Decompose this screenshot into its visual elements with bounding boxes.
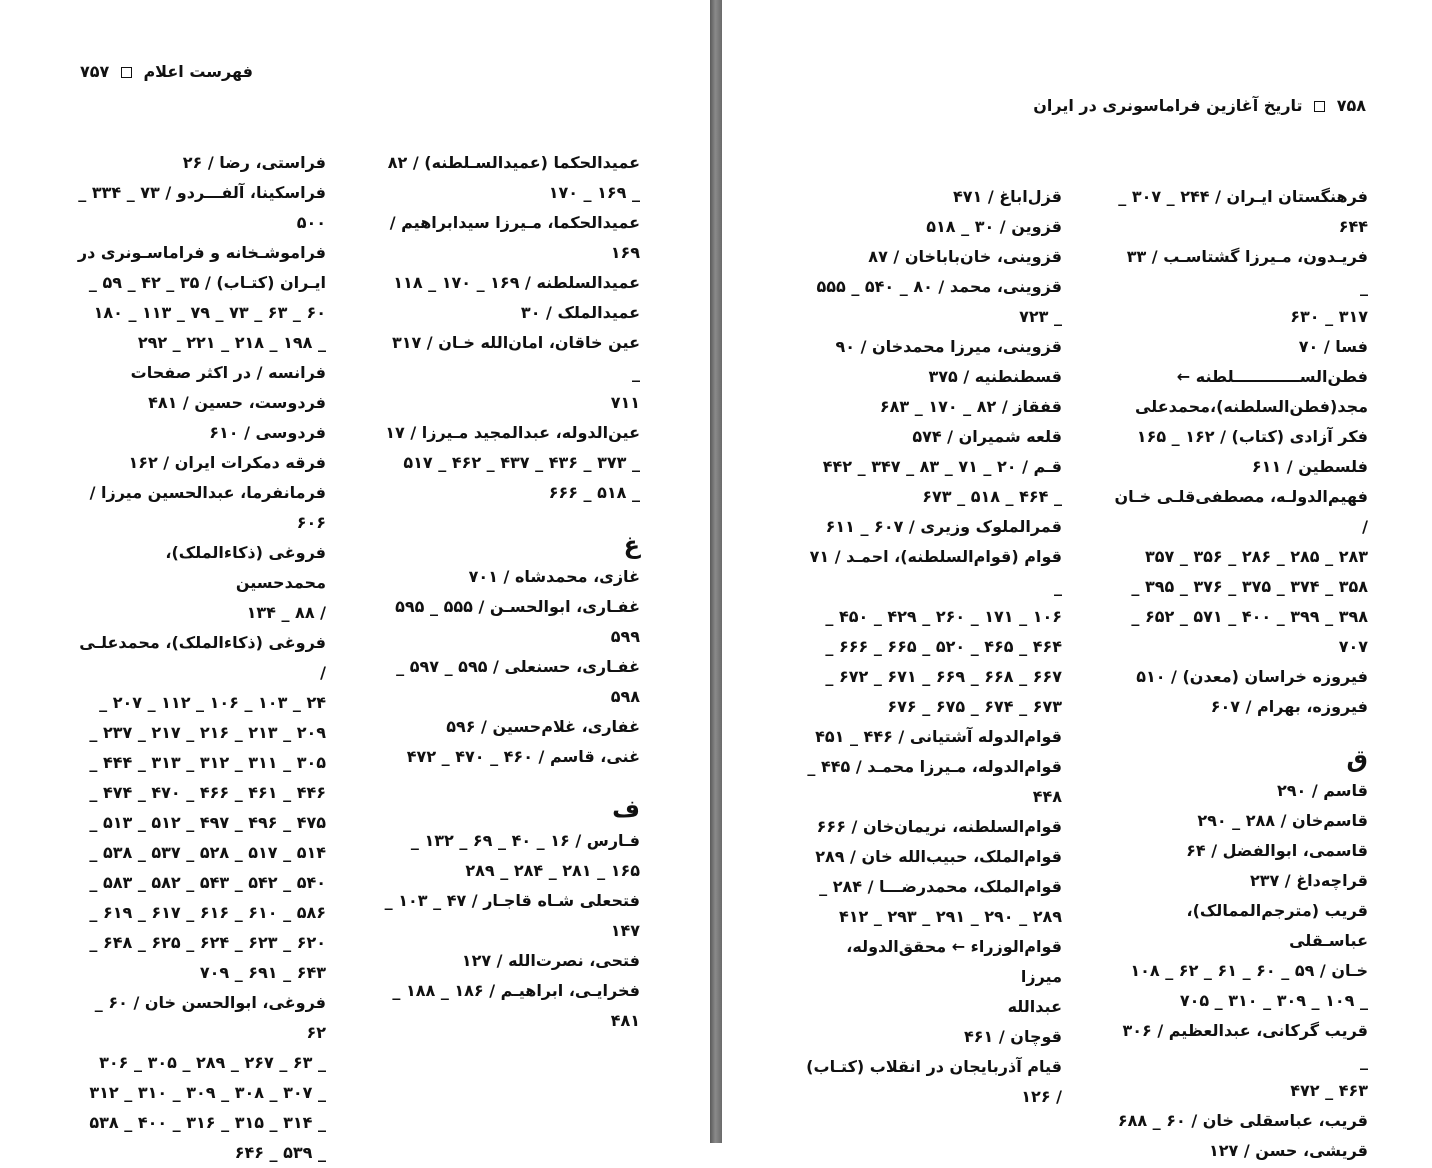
index-entry: قوام‌الملک، حبیب‌الله خان / ۲۸۹ bbox=[815, 847, 1062, 866]
section-letter: غ bbox=[623, 531, 640, 559]
index-entry: فکر آزادی (کتاب) / ۱۶۲ _ ۱۶۵ bbox=[1136, 427, 1368, 446]
index-entry: غفـاری، ابوالحسـن / ۵۵۵ _ ۵۹۵ ۵۹۹ bbox=[395, 597, 640, 646]
index-entry: قمرالملوک وزیری / ۶۰۷ _ ۶۱۱ bbox=[825, 517, 1062, 536]
index-entry: قیام آذربایجان در انقلاب (کتـاب) / ۱۲۶ bbox=[806, 1057, 1062, 1106]
index-entry: فـارس / ۱۶ _ ۴۰ _ ۶۹ _ ۱۳۲ _ ۱۶۵ _ ۲۸۱ _ ۲۸۴ _ ۲۸۹ bbox=[410, 831, 640, 880]
index-entry: فطن‌الســــــــــــلطنه ← bbox=[1176, 367, 1368, 386]
index-entry: عمیدالسلطنه / ۱۶۹ _ ۱۷۰ _ ۱۱۸ bbox=[393, 273, 640, 292]
index-entry: فسا / ۷۰ bbox=[1298, 337, 1368, 356]
index-entry: فروغی (ذکاءالملک)، محمدحسین / ۸۸ _ ۱۳۴ bbox=[165, 543, 326, 622]
left-page-title: فهرست اعلام bbox=[143, 62, 253, 81]
left-page-header bbox=[80, 62, 253, 81]
index-entry: قزوینی، محمد / ۸۰ _ ۵۴۰ _ ۵۵۵ _ ۷۲۳ bbox=[816, 277, 1062, 326]
index-entry: قوام‌الدوله، مـیرزا محمـد / ۴۴۵ _ ۴۴۸ bbox=[807, 757, 1062, 806]
index-entry: فروغی، ابوالحسن خان / ۶۰ _ ۶۲ _ ۶۳ _ ۲۶۷ _ ۲۸۹ _ ۳۰۵ _ ۳۰۶ _ ۳۰۷ _ ۳۰۸ _ ۳۰۹ _ ۳۱۰ _ ۳۱۲ _ ۳۱۴ _ ۳۱۵ _ ۳۱۶ _ ۴۰۰ _ ۵۳۸ _ ۵۳۹ _ ۶۴۶ bbox=[89, 993, 326, 1162]
index-entry: فریـدون، مـیرزا گشتاسـب / ۳۳ _ ۳۱۷ _ ۶۳۰ bbox=[1126, 247, 1368, 326]
index-entry: قسطنطنیه / ۳۷۵ bbox=[928, 367, 1062, 386]
left-page-right-column bbox=[384, 148, 640, 1036]
right-page-left-column bbox=[800, 182, 1062, 1112]
right-page-title: تاریخ آغازین فراماسونری در ایران bbox=[1033, 96, 1303, 115]
index-entry: قوام‌الوزراء ← محقق‌الدوله، میرزا عبدالله bbox=[846, 937, 1062, 1016]
index-entry: قریب گرکانی، عبدالعظیم / ۳۰۶ _ ۴۶۳ _ ۴۷۲ bbox=[1122, 1021, 1368, 1100]
index-entry: فیروزه، بهرام / ۶۰۷ bbox=[1210, 697, 1368, 716]
index-entry: عمیدالملک / ۳۰ bbox=[520, 303, 640, 322]
index-entry: قزوین / ۳۰ _ ۵۱۸ bbox=[926, 217, 1062, 236]
index-entry: فروغی (ذکاءالملک)، محمدعلـی / ۲۴ _ ۱۰۳ _ ۱۰۶ _ ۱۱۲ _ ۲۰۷ _ ۲۰۹ _ ۲۱۳ _ ۲۱۶ _ ۲۱۷ _ ۲۳۷ _ ۳۰۵ _ ۳۱۱ _ ۳۱۲ _ ۳۱۳ _ ۴۴۴ _ ۴۴۶ _ ۴۶۱ _ ۴۶۶ _ ۴۷۰ _ ۴۷۴ _ ۴۷۵ _ ۴۹۶ _ ۴۹۷ _ ۵۱۲ _ ۵۱۳ _ ۵۱۴ _ ۵۱۷ _ ۵۲۸ _ ۵۳۷ _ ۵۳۸ _ ۵۴۰ _ ۵۴۲ _ ۵۴۳ _ ۵۸۲ _ ۵۸۳ _ ۵۸۶ _ ۶۱۰ _ ۶۱۶ _ ۶۱۷ _ ۶۱۹ _ ۶۲۰ _ ۶۲۳ _ ۶۲۴ _ ۶۲۵ _ ۶۴۸ _ ۶۴۳ _ ۶۹۱ _ ۷۰۹ bbox=[79, 633, 326, 982]
index-entry: فرقه دمکرات ایران / ۱۶۲ bbox=[128, 453, 326, 472]
index-entry: قریشی، حسن / ۱۲۷ bbox=[1208, 1141, 1368, 1160]
index-entry: فراموشـخانه و فراماسـونری در ایـران (کتـاب) / ۳۵ _ ۴۲ _ ۵۹ _ ۶۰ _ ۶۳ _ ۷۳ _ ۷۹ _ ۱۱۳ _ ۱۸۰ _ ۱۹۸ _ ۲۱۸ _ ۲۲۱ _ ۲۹۲ bbox=[77, 243, 326, 352]
index-entry: فراسکینا، آلفـــردو / ۷۳ _ ۳۳۴ _ ۵۰۰ bbox=[78, 183, 326, 232]
index-entry: فرانسه / در اکثر صفحات bbox=[130, 363, 326, 382]
index-entry: قریب، عباسقلی خان / ۶۰ _ ۶۸۸ bbox=[1117, 1111, 1368, 1130]
index-entry: فلسطین / ۶۱۱ bbox=[1251, 457, 1368, 476]
index-entry: قوام‌السلطنه، نریمان‌خان / ۶۶۶ bbox=[816, 817, 1062, 836]
index-entry: قـم / ۲۰ _ ۷۱ _ ۸۳ _ ۳۴۷ _ ۴۴۲ _ ۴۶۴ _ ۵۱۸ _ ۶۷۳ bbox=[822, 457, 1062, 506]
index-entry: فردوست، حسین / ۴۸۱ bbox=[148, 393, 326, 412]
section-letter: ف bbox=[612, 795, 640, 823]
index-entry: عین‌الدوله، عبدالمجید مـیرزا / ۱۷ _ ۳۷۳ _ ۴۳۶ _ ۴۳۷ _ ۴۶۲ _ ۵۱۷ _ ۵۱۸ _ ۶۶۶ bbox=[385, 423, 640, 502]
left-page-number: ۷۵۷ bbox=[80, 62, 110, 81]
index-entry: فخرایـی، ابراهیـم / ۱۸۶ _ ۱۸۸ _ ۴۸۱ bbox=[392, 981, 640, 1030]
index-entry: قاسم‌خان / ۲۸۸ _ ۲۹۰ bbox=[1197, 811, 1368, 830]
index-entry: فتحعلی شـاه قاجـار / ۴۷ _ ۱۰۳ _ ۱۴۷ bbox=[384, 891, 640, 940]
index-entry: فتحی، نصرت‌الله / ۱۲۷ bbox=[461, 951, 640, 970]
index-entry: فیروزه خراسان (معدن) / ۵۱۰ bbox=[1136, 667, 1368, 686]
index-entry: فرهنگستان ایـران / ۲۴۴ _ ۳۰۷ _ ۶۴۴ bbox=[1118, 187, 1368, 236]
index-entry: قوام (قوام‌السلطنه)، احمـد / ۷۱ _ ۱۰۶ _ ۱۷۱ _ ۲۶۰ _ ۴۲۹ _ ۴۵۰ _ ۴۶۴ _ ۴۶۵ _ ۵۲۰ _ ۶۶۵ _ ۶۶۶ _ ۶۶۷ _ ۶۶۸ _ ۶۶۹ _ ۶۷۱ _ ۶۷۲ _ ۶۷۳ _ ۶۷۴ _ ۶۷۵ _ ۶۷۶ bbox=[809, 547, 1062, 716]
index-entry: غنی، قاسم / ۴۶۰ _ ۴۷۰ _ ۴۷۲ bbox=[406, 747, 640, 766]
index-entry: قزوینی، خان‌باباخان / ۸۷ bbox=[868, 247, 1062, 266]
index-entry: فراستی، رضا / ۲۶ bbox=[182, 153, 326, 172]
index-entry: قاسمی، ابوالفضل / ۶۴ bbox=[1186, 841, 1368, 860]
index-entry: قلعه شمیران / ۵۷۴ bbox=[912, 427, 1062, 446]
index-entry: قریب (مترجم‌الممالک)، عباسـقلی خـان / ۵۹ _ ۶۰ _ ۶۱ _ ۶۲ _ ۱۰۸ _ ۱۰۹ _ ۳۰۹ _ ۳۱۰ _ ۷۰۵ bbox=[1130, 901, 1368, 1010]
index-entry: غفاری، غلام‌حسین / ۵۹۶ bbox=[446, 717, 640, 736]
left-page-left-column bbox=[70, 148, 326, 1168]
header-square-icon bbox=[1314, 101, 1325, 112]
right-page-number: ۷۵۸ bbox=[1336, 96, 1366, 115]
index-entry: عین خاقان، امان‌الله خـان / ۳۱۷ _ ۷۱۱ bbox=[391, 333, 640, 412]
index-entry: عمیدالحکما، مـیرزا سیدابراهیم / ۱۶۹ bbox=[389, 213, 640, 262]
index-entry: فهیم‌الدولـه، مصطفی‌قلـی خـان / ۲۸۳ _ ۲۸۵ _ ۲۸۶ _ ۳۵۶ _ ۳۵۷ ۳۵۸ _ ۳۷۴ _ ۳۷۵ _ ۳۷۶ _ ۳۹۵ _ ۳۹۸ _ ۳۹۹ _ ۴۰۰ _ ۵۷۱ _ ۶۵۲ _ ۷۰۷ bbox=[1114, 487, 1368, 656]
index-entry: فردوسی / ۶۱۰ bbox=[209, 423, 326, 442]
index-entry: غازی، محمدشاه / ۷۰۱ bbox=[468, 567, 640, 586]
index-entry: قزوینی، میرزا محمدخان / ۹۰ bbox=[835, 337, 1062, 356]
index-entry: قوام‌الدوله آشتیانی / ۴۴۶ _ ۴۵۱ bbox=[815, 727, 1062, 746]
index-entry: قفقاز / ۸۲ _ ۱۷۰ _ ۶۸۳ bbox=[879, 397, 1062, 416]
index-entry: قزل‌اباغ / ۴۷۱ bbox=[952, 187, 1062, 206]
left-page bbox=[0, 0, 710, 1162]
right-page-header bbox=[1033, 96, 1366, 115]
index-entry: غفـاری، حسنعلی / ۵۹۵ _ ۵۹۷ _ ۵۹۸ bbox=[396, 657, 640, 706]
index-entry: قوام‌الملک، محمدرضـــا / ۲۸۴ _ ۲۸۹ _ ۲۹۰ _ ۲۹۱ _ ۲۹۳ _ ۴۱۲ bbox=[819, 877, 1062, 926]
index-entry: مجد(فطن‌السلطنه)،محمدعلی bbox=[1134, 397, 1368, 416]
index-entry: قراچه‌داغ / ۲۳۷ bbox=[1249, 871, 1368, 890]
section-letter: ق bbox=[1346, 745, 1368, 773]
book-spine bbox=[710, 0, 722, 1143]
index-entry: فرمانفرما، عبدالحسین میرزا / ۶۰۶ bbox=[84, 483, 326, 532]
header-square-icon bbox=[121, 67, 132, 78]
index-entry: قاسم / ۲۹۰ bbox=[1276, 781, 1368, 800]
right-page-right-column bbox=[1114, 182, 1368, 1166]
index-entry: قوچان / ۴۶۱ bbox=[964, 1027, 1062, 1046]
index-entry: عمیدالحکما (عمیدالسـلطنه) / ۸۲ _ ۱۶۹ _ ۱۷۰ bbox=[387, 153, 640, 202]
right-page bbox=[722, 0, 1432, 1160]
